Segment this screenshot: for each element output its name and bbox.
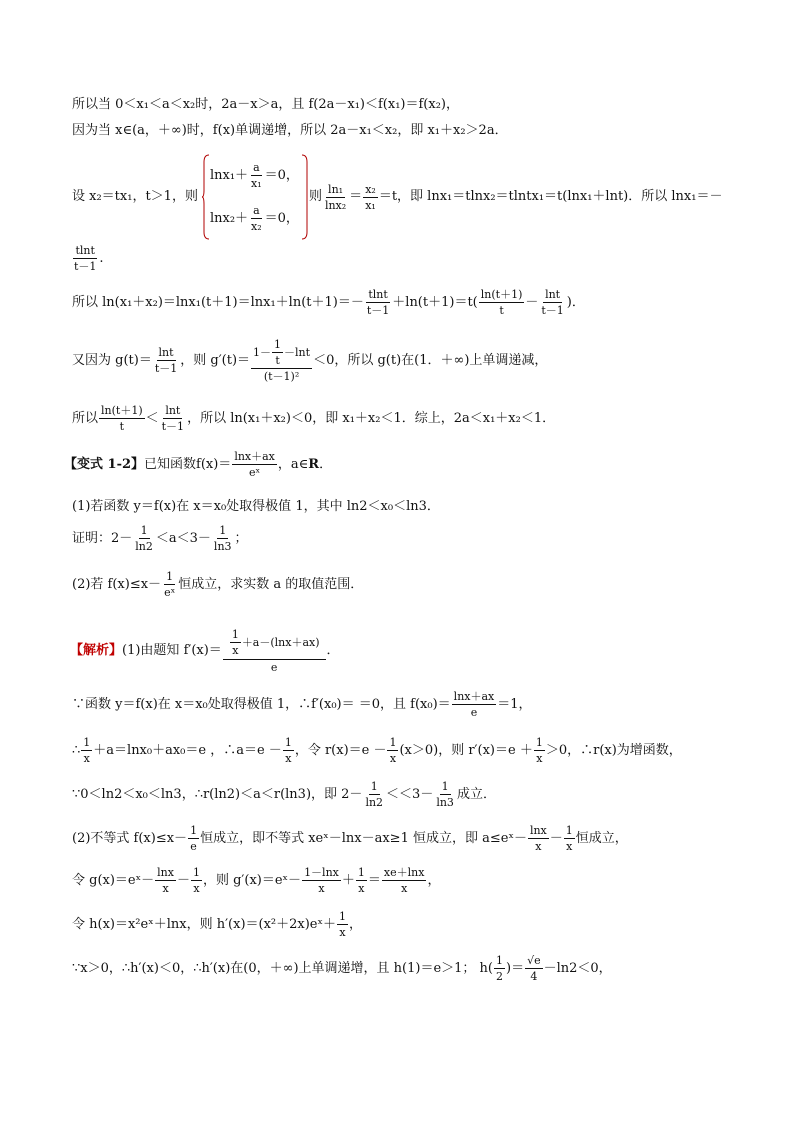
- equals-sign: ＝: [349, 189, 363, 204]
- fraction: [162, 570, 177, 599]
- denominator: x: [401, 882, 408, 895]
- compound-fraction: [251, 338, 312, 383]
- line-15-mid: ＜＜3－: [386, 786, 434, 802]
- numerator: ln₁: [328, 182, 344, 196]
- proof-text: 证明：2－: [72, 530, 133, 546]
- variant-label: 【变式 1-2】: [64, 456, 145, 472]
- line-7-text: 所以: [72, 410, 99, 426]
- numerator: [251, 338, 312, 369]
- denominator: ln3: [436, 796, 454, 809]
- fraction: [365, 288, 391, 317]
- line-16-tail: 恒成立，: [575, 830, 628, 846]
- line-5-text: 所以 ln(x₁＋x₂)＝lnx₁(t＋1)＝lnx₁＋ln(t＋1)＝－: [72, 294, 364, 310]
- fraction: [155, 866, 176, 895]
- fraction: [494, 954, 505, 983]
- denominator: 2: [496, 970, 503, 983]
- fraction: [452, 690, 497, 719]
- numerator: 1: [166, 570, 174, 583]
- fraction: [363, 780, 385, 809]
- minus-sign: －: [549, 830, 563, 846]
- fraction: [81, 736, 92, 765]
- numerator: ln(t＋1): [101, 404, 143, 417]
- numerator: tlnt: [75, 244, 95, 257]
- fraction: [133, 524, 155, 553]
- fraction: [434, 780, 456, 809]
- denominator: x: [535, 840, 542, 853]
- numerator: a: [253, 204, 260, 217]
- denominator: x: [536, 752, 543, 765]
- solution-text: (1)由题知 f′(x)＝: [122, 643, 222, 658]
- line-14-mid-2: ，令 r(x)＝e －: [294, 742, 387, 758]
- text-line-18: [72, 910, 362, 939]
- line-17-text: 令 g(x)＝eˣ－: [72, 872, 155, 888]
- numerator: √e: [527, 954, 541, 967]
- numerator: 1－lnx: [304, 866, 339, 879]
- denominator: 4: [530, 970, 538, 983]
- denominator: x: [358, 882, 365, 895]
- equation-2: [210, 197, 299, 240]
- line-3-prefix: 设 x₂＝tx₁，t＞1，则: [72, 189, 198, 204]
- line-13-text: ∵函数 y＝f(x)在 x＝x₀处取得极值 1，∴f′(x₀)＝ ＝0，且 f(x₀)＝: [72, 696, 451, 712]
- fraction: [539, 288, 565, 317]
- eq2-tail: ＝0，: [264, 210, 299, 226]
- proof-tail: ；: [234, 530, 248, 546]
- numerator: 1: [370, 780, 378, 793]
- numerator: lnx＋ax: [234, 450, 275, 463]
- denominator: x: [83, 752, 90, 765]
- numerator: x₂: [365, 182, 376, 196]
- numerator: 1: [192, 866, 200, 879]
- numerator: [223, 628, 326, 660]
- line-14-mid-3: (x＞0)，则 r′(x)＝e ＋: [399, 742, 533, 758]
- text-line-13: [72, 690, 532, 719]
- fraction: [72, 244, 98, 273]
- question-1-proof: [72, 524, 248, 553]
- fraction: [232, 450, 277, 479]
- line-7-tail: ，所以 ln(x₁＋x₂)＜0，即 x₁＋x₂＜1．综上，2a＜x₁＋x₂＜1．: [187, 410, 556, 426]
- equation-1: [210, 154, 299, 197]
- solution-label: 【解析】: [70, 643, 123, 658]
- text-line-16: [72, 824, 628, 853]
- denominator: t－1: [74, 260, 97, 273]
- question-2-tail: 恒成立，求实数 a 的取值范围．: [178, 576, 364, 592]
- numerator: a: [253, 161, 260, 174]
- numerator: ln(t＋1): [480, 288, 523, 301]
- text-line-5: [72, 288, 585, 317]
- eq1-tail: ＝0，: [264, 167, 299, 183]
- denominator: e: [470, 706, 478, 719]
- text-line-4: [72, 244, 104, 273]
- numerator: 1: [83, 736, 91, 749]
- numerator: lnx＋ax: [453, 690, 495, 703]
- line-5-mid: ＋ln(t＋1)＝t(: [392, 294, 478, 310]
- numerator-post: ＋a－(lnx＋ax): [241, 636, 320, 649]
- fraction: [534, 736, 545, 765]
- fraction: [356, 866, 367, 895]
- denominator: x₂: [251, 220, 262, 233]
- line-16-text: (2)不等式 f(x)≤x－: [72, 830, 188, 846]
- line-4-tail: .: [99, 250, 104, 266]
- numerator: lnx: [529, 824, 547, 837]
- fraction: [283, 736, 294, 765]
- compound-fraction: [223, 628, 326, 674]
- fraction: [337, 910, 348, 939]
- numerator: 1: [190, 824, 198, 837]
- variant-heading: [64, 450, 333, 479]
- minus-sign: －: [525, 294, 539, 310]
- numerator: 1: [284, 736, 292, 749]
- line-17-tail: ，: [427, 872, 441, 888]
- denominator: x: [339, 926, 346, 939]
- line-19-text: ∵x＞0，∴h′(x)＜0，∴h′(x)在(0，＋∞)上单调递增，且 h(1)＝e＞1； h(: [72, 960, 493, 976]
- eq1-text: lnx₁＋: [209, 167, 249, 183]
- fraction: [323, 183, 348, 212]
- denominator: x: [162, 882, 169, 895]
- eq2-text: lnx₂＋: [209, 210, 249, 226]
- line-19-tail: －ln2＜0，: [543, 960, 612, 976]
- line-17-mid: ，则 g′(x)＝eˣ－: [202, 872, 302, 888]
- question-1: (1)若函数 y＝f(x)在 x＝x₀处取得极值 1，其中 ln2＜x₀＜ln3．: [72, 499, 440, 514]
- text-line-1: 所以当 0＜x₁＜a＜x₂时，2a－x＞a，且 f(2a－x₁)＜f(x₁)＝f(x₂)，: [72, 97, 459, 112]
- fraction: [363, 183, 378, 212]
- fraction: [160, 404, 186, 433]
- fraction: [382, 866, 427, 895]
- line-19-mid: )＝: [506, 960, 525, 976]
- denominator: x₁: [365, 198, 376, 212]
- fraction: [564, 824, 575, 853]
- line-5-tail: )．: [566, 294, 585, 310]
- numerator: 1: [565, 824, 573, 837]
- equals-sign: ＝: [367, 872, 381, 888]
- line-14-mid-1: ＋a＝lnx₀＋ax₀＝e ，∴a＝e －: [93, 742, 282, 758]
- variant-tail: ，a∈: [277, 456, 309, 472]
- left-brace-icon: [202, 154, 210, 240]
- line-3-tail: ＝t，即 lnx₁＝tlnx₂＝tlntx₁＝t(lnx₁＋lnt)．所以 lnx₁＝－: [378, 189, 723, 204]
- denominator: ln2: [365, 796, 384, 809]
- line-18-tail: ，: [349, 916, 363, 932]
- question-2-text: (2)若 f(x)≤x－: [72, 576, 162, 592]
- denominator: ln3: [213, 540, 232, 553]
- plus-sign: ＋: [341, 872, 355, 888]
- fraction: [99, 404, 145, 433]
- denominator: (t－1)²: [263, 370, 300, 383]
- fraction: [387, 736, 398, 765]
- real-set-symbol: R: [308, 456, 320, 472]
- denominator: x: [232, 644, 239, 657]
- line-14-tail: ＞0，∴r(x)为增函数，: [545, 742, 682, 758]
- fraction: [479, 288, 525, 317]
- denominator: x: [389, 752, 397, 765]
- denominator: x: [318, 882, 325, 895]
- denominator: ln2: [135, 540, 153, 553]
- variant-end: ．: [319, 456, 333, 472]
- denominator: t: [119, 420, 125, 433]
- line-6-tail: ＜0，所以 g(t)在(1．＋∞)上单调递减，: [313, 352, 548, 368]
- variant-text: 已知函数f(x)＝: [144, 456, 232, 472]
- line-6-mid: ，则 g′(t)＝: [180, 352, 251, 368]
- inner-fraction: [230, 628, 241, 657]
- numerator-post: －lnt: [284, 346, 311, 359]
- text-line-2: 因为当 x∈(a，＋∞)时，f(x)单调递增，所以 2a－x₁＜x₂，即 x₁＋x₂＞2a．: [72, 123, 508, 138]
- numerator: 1: [339, 910, 347, 923]
- numerator: xe＋lnx: [383, 866, 425, 879]
- numerator: 1: [357, 866, 365, 879]
- denominator: x: [193, 882, 200, 895]
- numerator: 1: [496, 954, 503, 967]
- text-line-19: [72, 954, 612, 983]
- text-line-7: [72, 404, 555, 433]
- text-line-15: [72, 780, 496, 809]
- question-2: [72, 570, 363, 599]
- fraction: [302, 866, 341, 895]
- minus-sign: －: [176, 872, 190, 888]
- denominator: eˣ: [249, 466, 261, 479]
- denominator: t－1: [161, 420, 185, 433]
- numerator: lnt: [165, 404, 181, 417]
- denominator: t－1: [366, 304, 390, 317]
- numerator: 1: [140, 524, 148, 537]
- text-line-6: [72, 338, 547, 383]
- numerator: 1: [231, 628, 239, 641]
- denominator: x₁: [251, 177, 262, 190]
- numerator: lnt: [545, 288, 561, 301]
- numerator: 1: [274, 338, 282, 351]
- fraction: [528, 824, 549, 853]
- denominator: e: [190, 840, 197, 853]
- denominator: t: [275, 354, 280, 367]
- line-13-tail: ＝1，: [497, 696, 532, 712]
- fraction: [191, 866, 202, 895]
- line-14-text: ∴: [72, 742, 81, 758]
- denominator: t: [499, 304, 504, 317]
- numerator: 1: [535, 736, 543, 749]
- denominator: t－1: [154, 362, 178, 375]
- equation-system-line: [72, 152, 722, 242]
- solution-heading: [72, 628, 340, 674]
- text-line-14: [72, 736, 682, 765]
- line-6-text: 又因为 g(t)＝: [72, 352, 152, 368]
- fraction: [212, 524, 234, 553]
- equation-system: [202, 154, 309, 240]
- right-bracket-icon: [301, 154, 309, 240]
- denominator: lnx₂: [324, 198, 347, 212]
- numerator: 1: [219, 524, 227, 537]
- numerator: lnx: [157, 866, 174, 879]
- numerator: 1: [389, 736, 397, 749]
- fraction: [153, 346, 179, 375]
- less-than-sign: ＜: [145, 410, 159, 426]
- line-15-text: ∵0＜ln2＜x₀＜ln3，∴r(ln2)＜a＜r(ln3)，即 2－: [72, 786, 363, 802]
- denominator: x: [566, 840, 573, 853]
- then-word: 则: [308, 189, 322, 204]
- fraction: [188, 824, 199, 853]
- solution-tail: ．: [326, 643, 340, 658]
- proof-mid: ＜a＜3－: [155, 530, 211, 546]
- inner-fraction: [272, 338, 283, 367]
- denominator: e: [270, 661, 278, 674]
- denominator: x: [285, 752, 292, 765]
- numerator: lnt: [158, 346, 174, 359]
- fraction: [249, 161, 264, 190]
- line-18-text: 令 h(x)＝x²eˣ＋lnx，则 h′(x)＝(x²＋2x)eˣ＋: [72, 916, 337, 932]
- text-line-17: [72, 866, 440, 895]
- numerator: 1: [441, 780, 449, 793]
- line-15-tail: 成立．: [456, 786, 496, 802]
- denominator: t－1: [541, 304, 564, 317]
- fraction: [525, 954, 543, 983]
- numerator-pre: 1－: [253, 346, 272, 359]
- line-16-mid: 恒成立，即不等式 xeˣ－lnx－ax≥1 恒成立，即 a≤eˣ－: [200, 830, 527, 846]
- numerator: tlnt: [368, 288, 388, 301]
- fraction: [249, 204, 264, 233]
- denominator: eˣ: [164, 586, 176, 599]
